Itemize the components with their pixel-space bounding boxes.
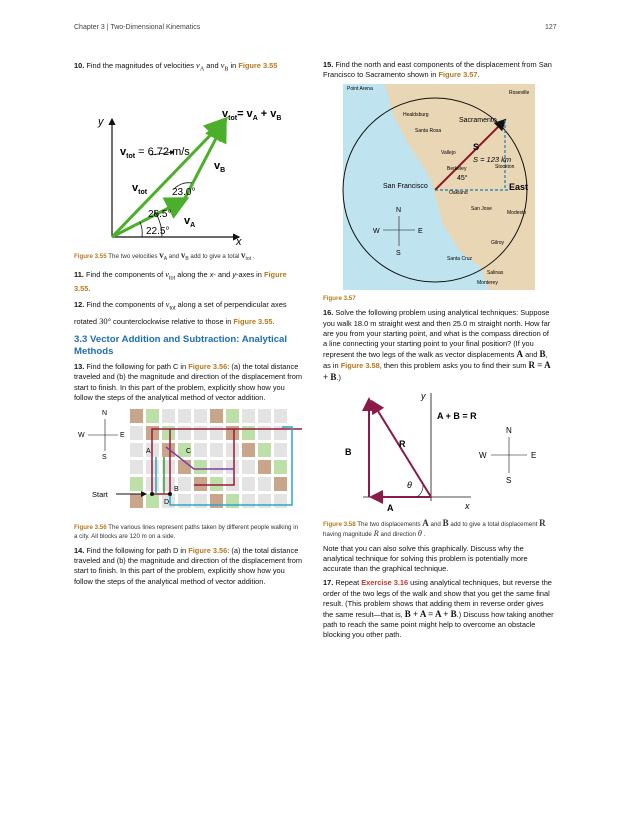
- figure-3-57-link[interactable]: Figure 3.57: [438, 70, 478, 80]
- figure-3-55-diagram: [74, 79, 302, 247]
- figure-3-56-city-map: [74, 407, 302, 519]
- question-13: 13. Find the following for path C in Figure 3.56: (a) the total distance traveled and (b) the magnitude and direction of the displacement from start to finish. In this part of the problem, explicitly show how you follow the steps of the analytical method of vector addition.: [74, 362, 303, 402]
- city-block: [130, 426, 143, 440]
- city-block: [226, 409, 239, 423]
- city-block: [258, 477, 271, 491]
- city-block: [194, 460, 207, 474]
- figure-3-56-link[interactable]: Figure 3.56: [188, 362, 228, 372]
- city-block: [194, 477, 207, 491]
- figure-3-55-caption: Figure 3.55 The two velocities $v_A$ and $v_B$ add to give a total $v_{tot}$ .: [74, 249, 255, 262]
- figure-3-58-link[interactable]: Figure 3.58: [340, 361, 380, 371]
- compass-w: W: [373, 228, 380, 236]
- city-block: [194, 426, 207, 440]
- figure-3-57-map: [323, 84, 555, 290]
- city-block: [178, 409, 191, 423]
- figure-3-58-caption: Figure 3.58 The two displacements A and B add to give a total displacement R having magnitude R and direction θ .: [323, 517, 546, 538]
- city-block: [258, 443, 271, 457]
- map-place-label: Vallejo: [441, 150, 456, 157]
- figure-3-55-link[interactable]: Figure 3.55: [238, 61, 278, 70]
- theta-label: θ: [407, 479, 412, 490]
- city-block: [226, 494, 239, 508]
- city-block: [146, 494, 159, 508]
- compass-n: N: [506, 425, 512, 435]
- map-place-label: San Jose: [471, 206, 492, 213]
- compass-n: N: [102, 410, 108, 418]
- compass-n: N: [396, 207, 402, 215]
- compass-w: W: [479, 450, 487, 460]
- compass-e: E: [418, 228, 423, 236]
- city-block: [242, 443, 255, 457]
- map-place-label: Oakland: [449, 190, 468, 197]
- x-axis-label: x: [465, 500, 470, 511]
- x-axis-label: x: [236, 235, 242, 247]
- city-block: [258, 494, 271, 508]
- city-block: [210, 460, 223, 474]
- city-block: [274, 477, 287, 491]
- city-block: [210, 477, 223, 491]
- city-block: [162, 426, 175, 440]
- city-block: [194, 494, 207, 508]
- figure-3-55-link-3[interactable]: Figure 3.55.: [233, 317, 275, 327]
- city-block: [274, 426, 287, 440]
- city-block: [130, 460, 143, 474]
- question-11: 11. Find the components of $v_{tot}$ along the x- and y-axes in Figure 3.55.: [74, 268, 287, 293]
- section-3-3-title: 3.3 Vector Addition and Subtraction: Analytical Methods: [74, 334, 288, 358]
- question-14: 14. Find the following for path D in Figure 3.56: (a) the total distance traveled and (b) the magnitude and direction of the displacement from start to finish. In this part of the problem, explicitly show how you follow the steps of the analytical method of vector addition.: [74, 546, 303, 586]
- map-place-label: Point Arena: [347, 86, 373, 93]
- v-tot-value-label: $v_{tot} = 6.72$ m/s: [120, 145, 190, 160]
- city-block: [242, 494, 255, 508]
- left-column: [74, 60, 302, 591]
- figure-3-58-diagram: [323, 387, 555, 515]
- east-label: East: [509, 182, 529, 193]
- city-block: [226, 443, 239, 457]
- city-block: [178, 494, 191, 508]
- point-d: D: [164, 499, 170, 507]
- city-block: [210, 443, 223, 457]
- note-paragraph: Note that you can also solve this graphically. Discuss why the analytical technique for solving this problem is potentially more accurate than the graphical technique.: [323, 543, 528, 574]
- figure-3-55-link-2[interactable]: Figure 3.55.: [74, 269, 287, 293]
- v-b-label: $v_B$: [214, 159, 226, 174]
- point-c: C: [186, 448, 192, 456]
- city-block: [210, 426, 223, 440]
- v-tot-label: $v_{tot}$: [132, 181, 148, 196]
- map-place-label: Salinas: [487, 270, 504, 277]
- point-b: B: [174, 486, 179, 494]
- start-label: Start: [92, 490, 108, 500]
- angle-22-label: 22.5°: [146, 225, 170, 237]
- city-block: [194, 409, 207, 423]
- figure-3-57-caption: Figure 3.57: [323, 295, 356, 303]
- map-place-label: Roseville: [509, 90, 530, 97]
- city-block: [178, 477, 191, 491]
- exercise-3-16-link[interactable]: Exercise 3.16: [361, 578, 409, 588]
- sum-equation-label: $v_{tot}= v_A + v_B$: [222, 107, 282, 122]
- compass-e: E: [120, 432, 125, 440]
- city-block: [130, 477, 143, 491]
- sum-equation-label: A + B = R: [437, 410, 477, 421]
- map-place-label: Monterey: [477, 280, 498, 287]
- city-block: [274, 460, 287, 474]
- city-block: [226, 477, 239, 491]
- figure-3-56-caption: Figure 3.56 The various lines represent paths taken by different people walking in a city. All blocks are 120 m on a side.: [74, 524, 299, 541]
- map-place-label: San Francisco: [383, 183, 428, 191]
- s-label: S: [473, 142, 480, 153]
- city-block: [258, 460, 271, 474]
- city-block: [258, 426, 271, 440]
- city-block: [226, 426, 239, 440]
- map-place-label: Sacramento: [459, 117, 497, 125]
- compass-e: E: [531, 450, 537, 460]
- a-label: A: [387, 502, 394, 513]
- v-a-label: $v_A$: [184, 214, 196, 229]
- s-magnitude-label: S = 123 km: [473, 155, 512, 165]
- compass-s: S: [102, 454, 107, 462]
- compass-s: S: [396, 250, 401, 258]
- city-block: [130, 443, 143, 457]
- compass-s: S: [506, 475, 512, 485]
- city-block: [242, 460, 255, 474]
- city-block: [210, 494, 223, 508]
- map-place-label: Santa Rosa: [415, 128, 442, 135]
- question-12: 12. Find the components of $v_{tot}$ along a set of perpendicular axes rotated 30° counterclockwise relative to those in Figure 3.55.: [74, 298, 287, 327]
- y-axis-label: y: [98, 115, 104, 128]
- page-number: 127: [545, 24, 557, 31]
- map-place-label: Santa Cruz: [447, 256, 473, 263]
- question-16: 16. Solve the following problem using analytical techniques: Suppose you walk 18.0 m straight west and then 25.0 m straight north. How far are you from your starting point, and what is the compass direction of a line connecting your starting point to your final position? (If you represent the two legs of the walk as vector displacements A and B, as in Figure 3.58, then this problem asks you to find their sum R = A + B.): [323, 308, 551, 382]
- angle-45-label: 45°: [457, 175, 468, 183]
- city-block: [242, 477, 255, 491]
- question-10: 10. Find the magnitudes of velocities $v_A$ and $v_B$ in Figure 3.55: [74, 60, 278, 73]
- right-column: [323, 60, 555, 645]
- city-block: [194, 443, 207, 457]
- angle-23-label: 23.0°: [172, 186, 196, 198]
- question-15: 15. Find the north and east components of the displacement from San Francisco to Sacramento shown in Figure 3.57.: [323, 60, 552, 80]
- map-place-label: Stockton: [495, 164, 515, 171]
- y-axis-label: y: [421, 390, 426, 401]
- question-17: 17. Repeat Exercise 3.16 using analytical techniques, but reverse the order of the two legs of the walk and show that you get the same final result. (This problem shows that adding them in reverse order gives the same result—that is, B + A = A + B.) Discuss how taking another path to reach the same point might help to overcome an obstacle blocking you other path.: [323, 578, 554, 640]
- city-block: [242, 409, 255, 423]
- r-label: R: [399, 438, 406, 449]
- city-block: [130, 494, 143, 508]
- figure-3-56-link-2[interactable]: Figure 3.56: [188, 546, 228, 556]
- city-block: [274, 494, 287, 508]
- map-place-label: Healdsburg: [403, 112, 429, 119]
- city-block: [242, 426, 255, 440]
- map-place-label: Gilroy: [491, 240, 505, 247]
- city-block: [146, 409, 159, 423]
- city-block: [178, 426, 191, 440]
- map-place-label: Berkeley: [447, 166, 467, 173]
- angle-26-label: 26.5°: [148, 208, 172, 220]
- map-place-label: Modesto: [507, 210, 527, 217]
- city-block: [226, 460, 239, 474]
- city-block: [210, 409, 223, 423]
- city-block: [162, 409, 175, 423]
- compass-w: W: [78, 432, 85, 440]
- city-block: [130, 409, 143, 423]
- city-block: [258, 409, 271, 423]
- b-label: B: [345, 446, 352, 457]
- city-block: [274, 443, 287, 457]
- city-block: [162, 443, 175, 457]
- point-a: A: [146, 448, 151, 456]
- chapter-header: Chapter 3 | Two-Dimensional Kinematics: [74, 24, 201, 31]
- city-block: [274, 409, 287, 423]
